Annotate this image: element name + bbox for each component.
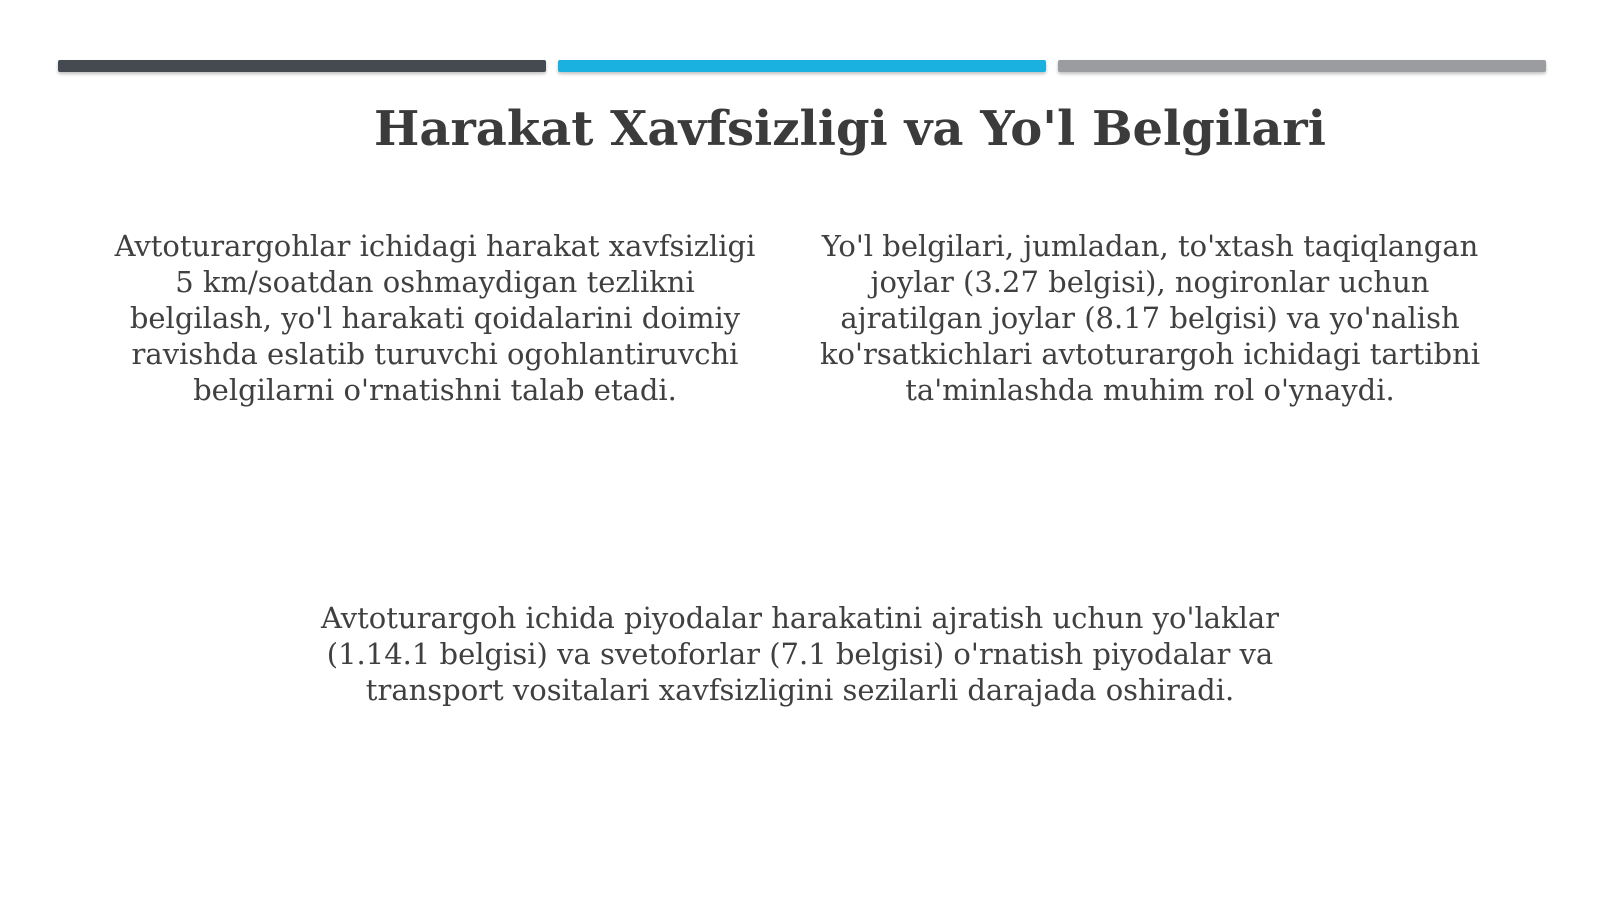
accent-bar-dark (58, 60, 546, 72)
header-accent-bars (0, 60, 1600, 74)
paragraph-speed-safety: Avtoturargohlar ichidagi harakat xavfsizligi 5 km/soatdan oshmaydigan tezlikni belgilash, yo'l harakati qoidalarini doimiy ravishda eslatib turuvchi ogohlantiruvchi belgilarni o'rnatishni talab etadi. (114, 229, 756, 407)
paragraph-road-signs: Yo'l belgilari, jumladan, to'xtash taqiqlangan joylar (3.27 belgisi), nogironlar uchun ajratilgan joylar (8.17 belgisi) va yo'nalish ko'rsatkichlari avtoturargoh ichidagi tartibni ta'minlashda muhim rol o'ynaydi. (819, 229, 1481, 407)
accent-bar-blue (558, 60, 1046, 72)
paragraph-pedestrian-safety: Avtoturargoh ichida piyodalar harakatini ajratish uchun yo'laklar (1.14.1 belgisi) va svetoforlar (7.1 belgisi) o'rnatish piyodalar va transport vositalari xavfsizligini sezilarli darajada oshiradi. (320, 601, 1280, 707)
slide-title: Harakat Xavfsizligi va Yo'l Belgilari (374, 101, 1326, 157)
accent-bar-gray (1058, 60, 1546, 72)
